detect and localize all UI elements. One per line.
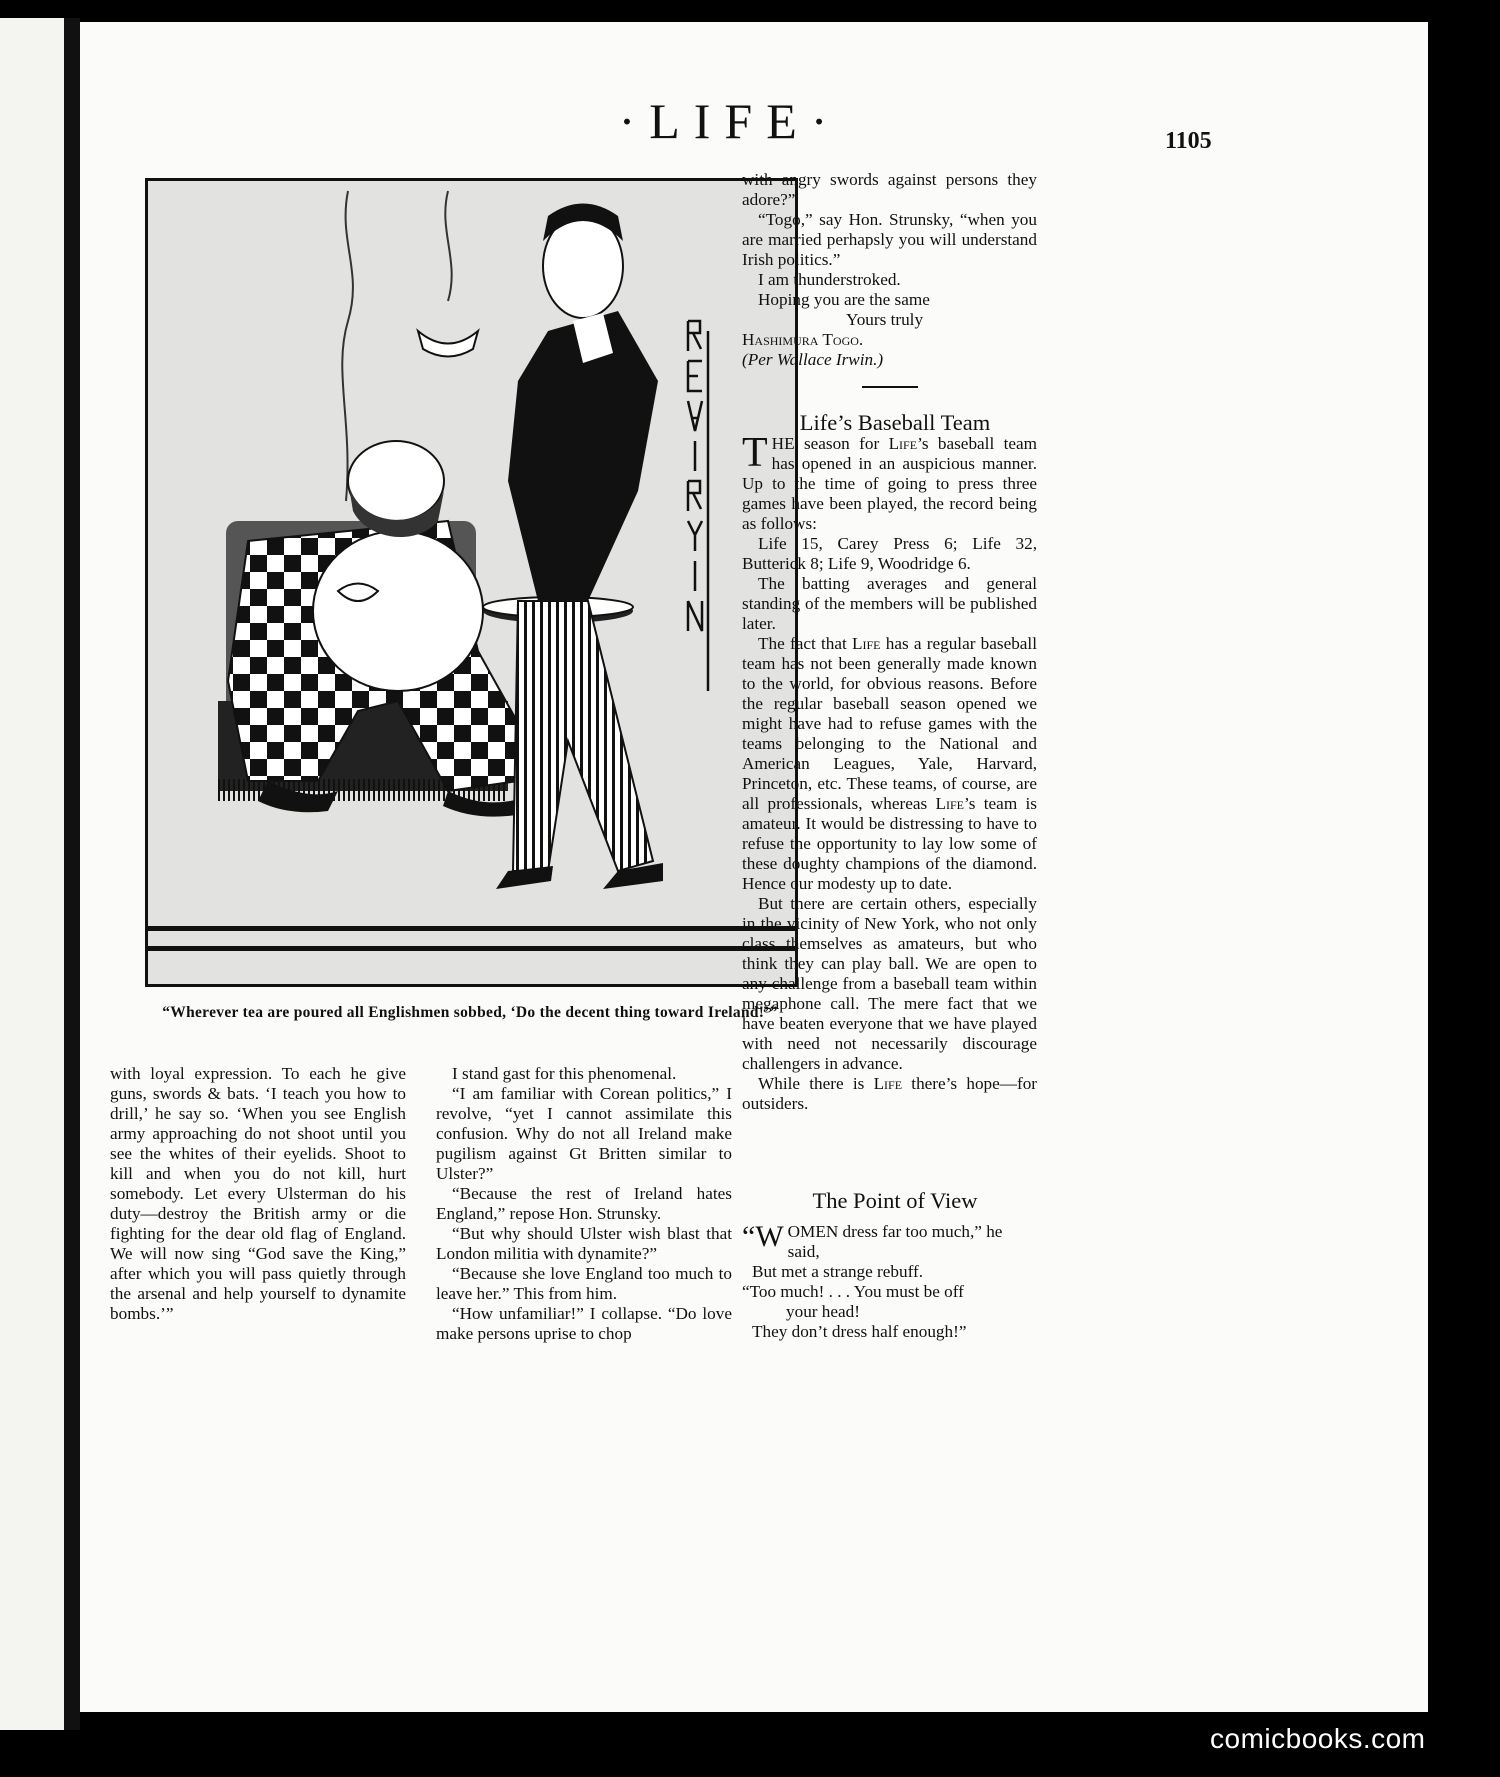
paragraph: “But why should Ulster wish blast that London militia with dynamite?” xyxy=(436,1224,732,1263)
poem-line: They don’t dress half enough!” xyxy=(752,1322,967,1341)
paragraph: The fact that Life has a regular baseball team has not been generally made known to the world, for obvious reasons. Before the regular baseball season opened we might have had to refuse games with the teams belonging to the National and American Leagues, Yale, Harvard, Princeton, etc. These teams, of course, are all professionals, whereas Life’s team is amateur. It would be distressing to have to refuse the opportunity to lay low some of these doughty champions of the diamond. Hence our modesty up to date. xyxy=(742,634,1037,893)
article-continuation xyxy=(742,170,1037,370)
paragraph: with loyal expression. To each he give guns, swords & bats. ‘I teach you how to drill,’ he say so. ‘When you see English army approaching do not shoot until you see the whites of their eyelids. Shoot to kill and when you do not kill, hurt somebody. Let every Ulsterman do his duty—destroy the British army or die fighting for the dear old flag of England. We will now sing “God save the King,” after which you will pass quietly through the arsenal and help yourself to dynamite bombs.’” xyxy=(110,1064,406,1323)
illustration-caption: “Wherever tea are poured all Englishmen sobbed, ‘Do the decent thing toward Ireland!’” xyxy=(162,1004,778,1021)
page-gutter xyxy=(64,18,80,1730)
section-divider xyxy=(862,386,918,388)
section-heading-point-of-view: The Point of View xyxy=(812,1188,978,1213)
poem-line: your head! xyxy=(786,1302,860,1321)
cartoon-illustration xyxy=(145,178,798,987)
page-number: 1105 xyxy=(1165,128,1212,154)
paragraph: But there are certain others, especially in the vicinity of New York, who not only class themselves as amateurs, but who think they can play ball. We are open to any challenge from a baseball team within megaphone call. The mere fact that we have beaten everyone that we have played with need not necessarily discourage challengers in advance. xyxy=(742,894,1037,1073)
author-credit: (Per Wallace Irwin.) xyxy=(742,350,884,369)
cartoon-drawing xyxy=(148,181,795,984)
paragraph: While there is Life there’s hope—for outsiders. xyxy=(742,1074,1038,1113)
section-heading-baseball: Life’s Baseball Team xyxy=(799,410,991,435)
paragraph: Life 15, Carey Press 6; Life 32, Butterick 8; Life 9, Woodridge 6. xyxy=(742,534,1037,573)
baseball-article xyxy=(742,430,1038,1114)
article-column-2 xyxy=(436,1064,732,1344)
poem-line: But met a strange rebuff. xyxy=(752,1262,924,1281)
paragraph: “I am familiar with Corean politics,” I revolve, “yet I cannot assimilate this confusion. Why do not all Ireland make pugilism against Gt Britten similar to Ulster?” xyxy=(436,1084,732,1183)
paragraph: “How unfamiliar!” I collapse. “Do love make persons uprise to chop xyxy=(436,1304,732,1343)
watermark: comicbooks.com xyxy=(1210,1723,1426,1754)
paragraph: THE season for Life’s baseball team has opened in an auspicious manner. Up to the time of going to press three games have been played, the record being as follows: xyxy=(742,430,1037,533)
drop-cap: T xyxy=(742,430,768,476)
author-signature: Hashimura Togo. xyxy=(742,330,864,349)
paragraph: “Because the rest of Ireland hates England,” repose Hon. Strunsky. xyxy=(436,1184,732,1223)
poem-line: “Too much! . . . You must be off xyxy=(742,1282,964,1301)
closing: Yours truly xyxy=(846,310,924,329)
poem-line: “WOMEN dress far too much,” he said, xyxy=(742,1220,1003,1261)
paragraph: I am thunderstroked. xyxy=(758,270,901,289)
masthead-title: ·LIFE· xyxy=(618,93,842,149)
drop-cap: “W xyxy=(742,1220,784,1253)
paragraph: The batting averages and general standing of the members will be published later. xyxy=(742,574,1037,633)
paragraph: with angry swords against persons they adore?” xyxy=(742,170,1037,209)
poem xyxy=(742,1222,1037,1342)
paragraph: Hoping you are the same xyxy=(758,290,930,309)
paragraph: “Because she love England too much to leave her.” This from him. xyxy=(436,1264,732,1303)
left-page-edge xyxy=(0,18,64,1730)
paragraph: “Togo,” say Hon. Strunsky, “when you are married perhapsly you will understand Irish politics.” xyxy=(742,210,1037,269)
paragraph: I stand gast for this phenomenal. xyxy=(452,1064,677,1083)
article-column-1 xyxy=(110,1064,406,1324)
